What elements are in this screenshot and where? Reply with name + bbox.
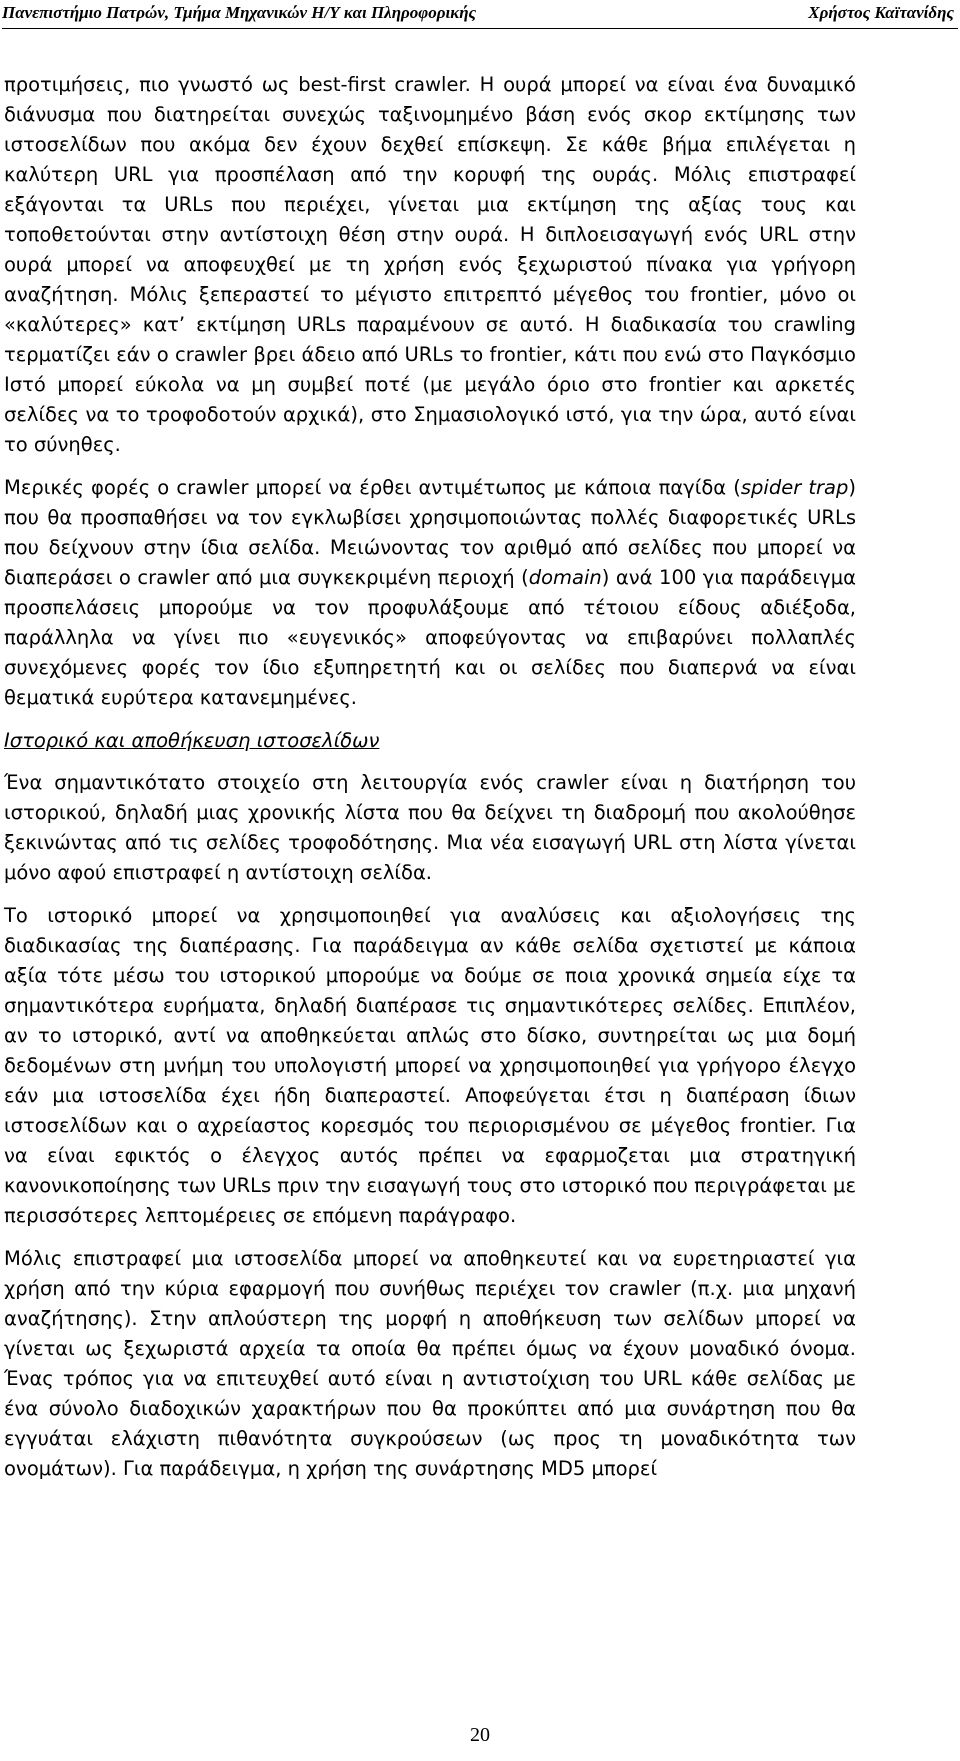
paragraph-history-usage: Το ιστορικό μπορεί να χρησιμοποιηθεί για αναλύσεις και αξιολογήσεις της διαδικασίας της διαπέρασης. Για παράδειγμα αν κάθε σελίδα σχετιστεί με κάποια αξία τότε μέσω του ιστορικού μπορούμε να δούμε σε ποια χρονικά σημεία είχε τα σημαντικότερα ευρήματα, δηλαδή διαπέρασε τις σημαντικότερες σελίδες. Επιπλέον, αν το ιστορικό, αντί να αποθηκεύεται απλώς στο δίσκο, συντηρείται ως μια δομή δεδομένων στη μνήμη του υπολογιστή μπορεί να χρησιμοποιηθεί για γρήγορο έλεγχο εάν μια ιστοσελίδα έχει ήδη διαπεραστεί. Αποφεύγεται έτσι η διαπέραση ίδιων ιστοσελίδων και ο αχρείαστος κορεσμός του περιορισμένου σε μέγεθος frontier. Για να είναι εφικτός ο έλεγχος αυτός πρέπει να εφαρμοζεται μια στρατηγική κανονικοποίησης των URLs πριν την εισαγωγή τους στο ιστορικό που περιγράφεται με περισσότερες λεπτομέρειες σε επόμενη παράγραφο.: [4, 904, 856, 1227]
section-heading: Ιστορικό και αποθήκευση ιστοσελίδων: [4, 729, 380, 752]
paragraph-best-first: προτιμήσεις, πιο γνωστό ως best-first crawler. Η ουρά μπορεί να είναι ένα δυναμικό διάνυσμα που διατηρείται συνεχώς ταξινομημένο βάση ενός σκορ εκτίμησης των ιστοσελίδων που ακόμα δεν έχουν δεχθεί επίσκεψη. Σε κάθε βήμα επιλέγεται η καλύτερη URL για προσπέλαση από την κορυφή της ουράς. Μόλις επιστραφεί εξάγονται τα URLs που περιέχει, γίνεται μια εκτίμηση της αξίας τους και τοποθετούνται στην αντίστοιχη θέση στην ουρά. Η διπλοεισαγωγή ενός URL στην ουρά μπορεί να αποφευχθεί με τη χρήση ενός ξεχωριστού πίνακα για γρήγορη αναζήτηση. Μόλις ξεπεραστεί το μέγιστο επιτρεπτό μέγεθος του frontier, μόνο οι «καλύτερες» κατ’ εκτίμηση URLs παραμένουν σε αυτό. Η διαδικασία του crawling τερματίζει εάν ο crawler βρει άδειο από URLs το frontier, κάτι που ενώ στο Παγκόσμιο Ιστό μπορεί εύκολα να μη συμβεί ποτέ (με μεγάλο όριο στο frontier και αρκετές σελίδες να το τροφοδοτούν αρχικά), στο Σημασιολογικό ιστό, για την ώρα, αυτό είναι το σύνηθες.: [4, 73, 856, 456]
document-body: [4, 70, 856, 1497]
paragraph-history: Ένα σημαντικότατο στοιχείο στη λειτουργία ενός crawler είναι η διατήρηση του ιστορικού, δηλαδή μιας χρονικής λίστα που θα δείχνει τη διαδρομή που ακολούθησε ξεκινώντας από τις σελίδες τροφοδότησης. Μια νέα εισαγωγή URL στη λίστα γίνεται μόνο αφού επιστραφεί η αντίστοιχη σελίδα.: [4, 771, 856, 884]
header-institution: Πανεπιστήμιο Πατρών, Τμήμα Μηχανικών Η/Υ και Πληροφορικής: [2, 3, 477, 22]
term-domain: domain: [528, 566, 602, 589]
paragraph-spider-trap: [4, 473, 856, 713]
paragraph-spider-trap-text-2: ) που θα προσπαθήσει να τον εγκλωβίσει χρησιμοποιώντας πολλές διαφορετικές URLs που δείχνουν στην ίδια σελίδα. Μειώνοντας τον αριθμό από σελίδες που μπορεί να διαπεράσει ο crawler από μια συγκεκριμένη περιοχή (: [4, 476, 856, 589]
page-header: [2, 0, 958, 29]
page-number: 20: [470, 1724, 490, 1746]
paragraph-storage: Μόλις επιστραφεί μια ιστοσελίδα μπορεί να αποθηκευτεί και να ευρετηριαστεί για χρήση από την κύρια εφαρμογή που συνήθως περιέχει τον crawler (π.χ. μια μηχανή αναζήτησης). Στην απλούστερη της μορφή η αποθήκευση των σελίδων μπορεί να γίνεται ως ξεχωριστά αρχεία τα οποία θα πρέπει όμως να έχουν μοναδικό όνομα. Ένας τρόπος για να επιτευχθεί αυτό είναι η αντιστοίχιση του URL κάθε σελίδας με ένα σύνολο διαδοχικών χαρακτήρων που θα προκύπτει από μια συνάρτηση που θα εγγυάται ελάχιστη πιθανότητα συγκρούσεων (ως προς τη μοναδικότητα των ονομάτων). Για παράδειγμα, η χρήση της συνάρτησης MD5 μπορεί: [4, 1247, 856, 1480]
paragraph-spider-trap-text-3: ) ανά 100 για παράδειγμα προσπελάσεις μπορούμε να τον προφυλάξουμε από τέτοιου είδους αδιέξοδα, παράλληλα να γίνει πιο «ευγενικός» αποφεύγοντας να επιβαρύνει πολλαπλές συνεχόμενες φορές τον ίδιο εξυπηρετητή και οι σελίδες που διαπερνά να είναι θεματικά ευρύτερα κατανεμημένες.: [4, 566, 856, 709]
header-author: Χρήστος Καϊτανίδης: [808, 3, 954, 22]
term-spider-trap: spider trap: [740, 476, 849, 499]
paragraph-spider-trap-text-1: Μερικές φορές ο crawler μπορεί να έρθει αντιμέτωπος με κάποια παγίδα (: [4, 476, 741, 499]
